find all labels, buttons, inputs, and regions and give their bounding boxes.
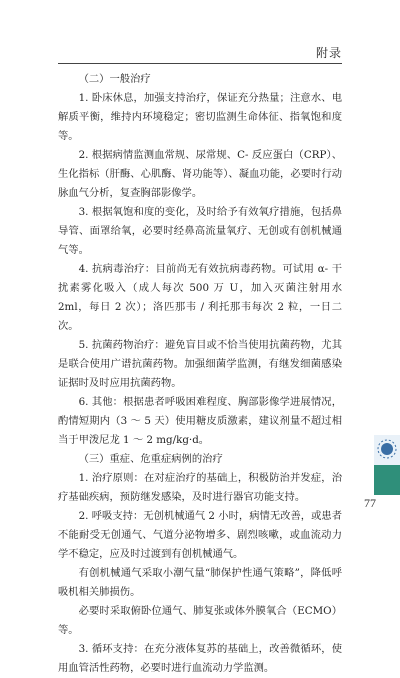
paragraph: 必要时采取俯卧位通气、肺复张或体外膜氧合（ECMO）等。	[58, 605, 342, 636]
page-number: 77	[364, 496, 376, 510]
paragraph: 3. 根据氧饱和度的变化，及时给予有效氧疗措施，包括鼻导管、面罩给氧，必要时经鼻高流量氧疗、无创或有创机械通气等。	[58, 206, 342, 256]
corner-decoration	[374, 435, 400, 495]
paragraph: 1. 治疗原则：在对症治疗的基础上，积极防治并发症，治疗基础疾病，预防继发感染，及时进行器官功能支持。	[58, 472, 342, 503]
paragraph: 2. 根据病情监测血常规、尿常规、C- 反应蛋白（CRP）、生化指标（肝酶、心肌酶、肾功能等）、凝血功能，必要时行动脉血气分析，复查胸部影像学。	[58, 149, 342, 199]
section-heading: （三）重症、危重症病例的治疗	[78, 453, 223, 465]
paragraph: 有创机械通气采取小潮气量“肺保护性通气策略”，降低呼吸机相关肺损伤。	[58, 567, 342, 598]
paragraph: 1. 卧床休息，加强支持治疗，保证充分热量；注意水、电解质平衡，维持内环境稳定；密切监测生命体征、指氧饱和度等。	[58, 92, 342, 142]
running-header: 附录	[315, 46, 342, 60]
paragraph: 3. 循环支持：在充分液体复苏的基础上，改善微循环，使用血管活性药物，必要时进行血流动力学监测。	[58, 643, 342, 674]
paragraph: 4. 抗病毒治疗：目前尚无有效抗病毒药物。可试用 α- 干扰素雾化吸入（成人每次 500 万 U，加入灭菌注射用水 2ml，每日 2 次）；洛匹那韦 / 利托那韦每次 2 粒，一日二次。	[58, 263, 342, 332]
paragraph: 5. 抗菌药物治疗：避免盲目或不恰当使用抗菌药物，尤其是联合使用广谱抗菌药物。加强细菌学监测，有继发细菌感染证据时及时应用抗菌药物。	[58, 339, 342, 389]
paragraph: 2. 呼吸支持：无创机械通气 2 小时，病情无改善，或患者不能耐受无创通气、气道分泌物增多、剧烈咳嗽，或血流动力学不稳定，应及时过渡到有创机械通气。	[58, 510, 342, 560]
paragraph: 6. 其他：根据患者呼吸困难程度、胸部影像学进展情况，酌情短期内（3 ～ 5 天）使用糖皮质激素，建议剂量不超过相当于甲泼尼龙 1 ～ 2 mg/kg·d。	[58, 396, 342, 446]
header-rule	[58, 63, 342, 64]
page-body	[58, 70, 342, 678]
section-heading: （二）一般治疗	[78, 73, 151, 85]
